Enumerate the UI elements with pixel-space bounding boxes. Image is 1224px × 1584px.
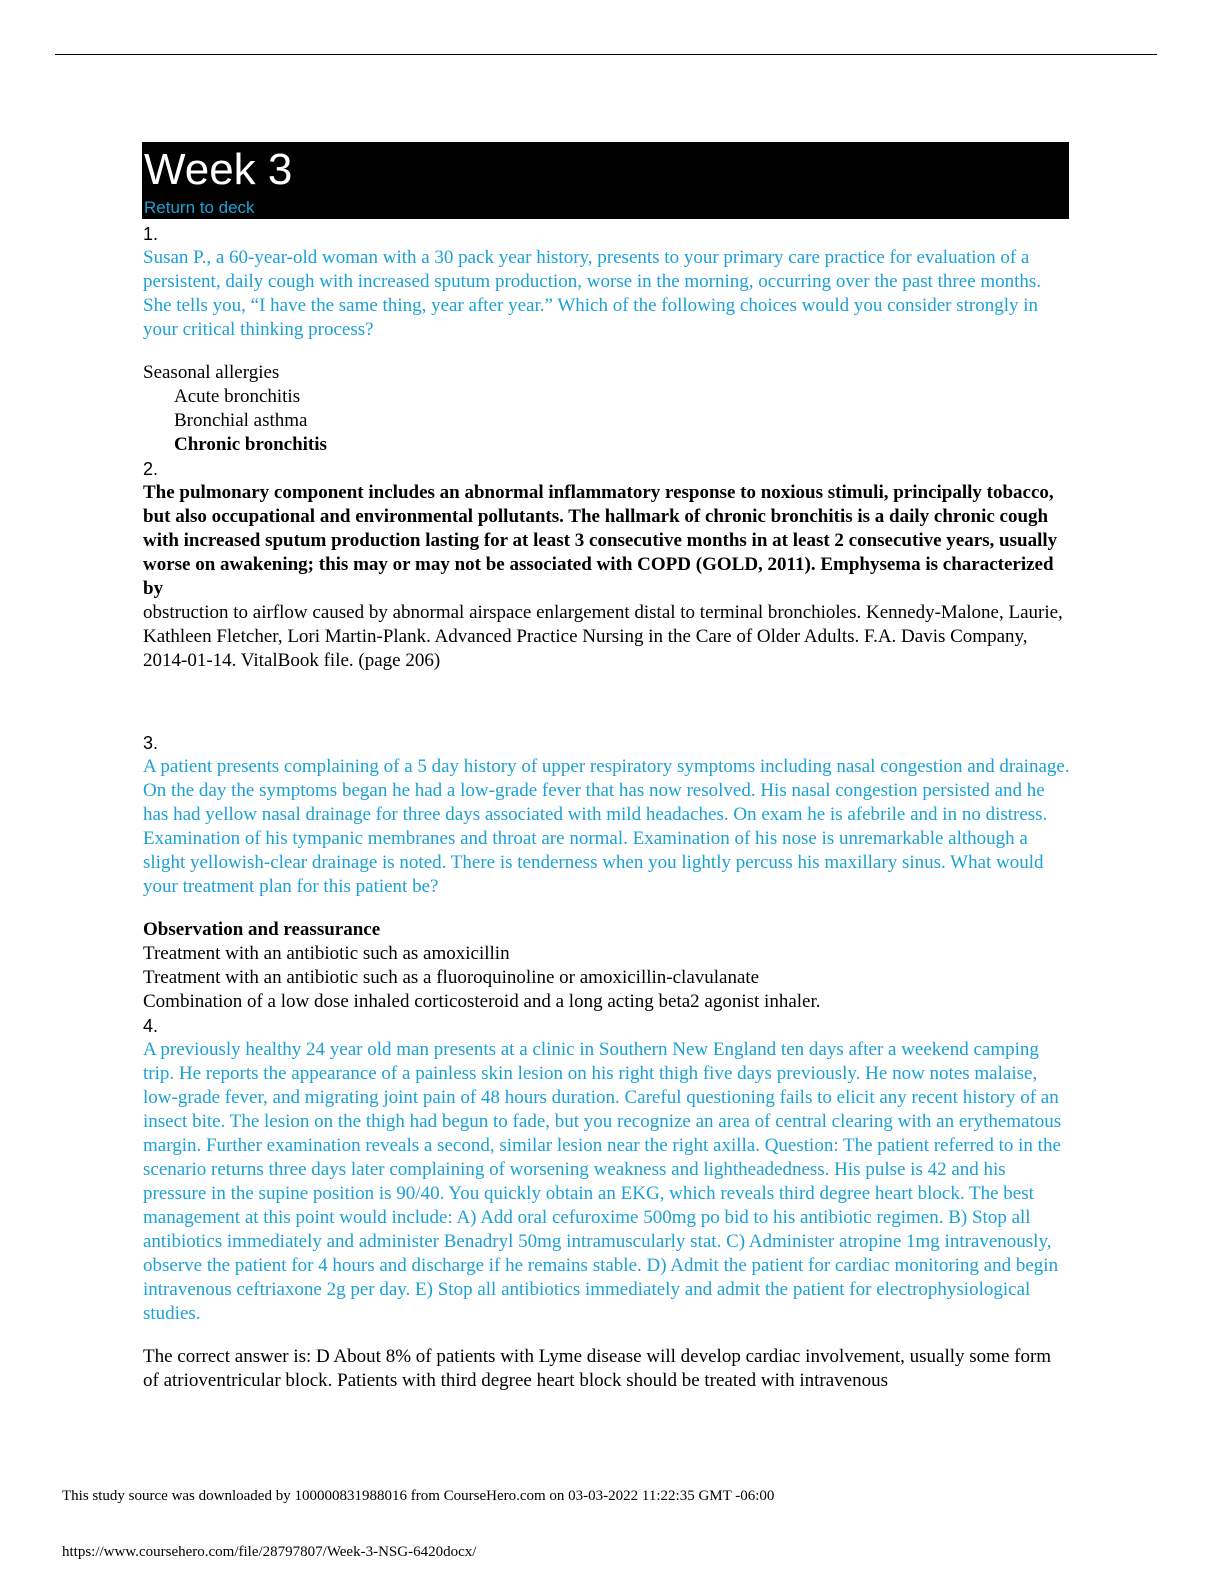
- q3-option-correct: Observation and reassurance: [143, 919, 381, 940]
- q2-bold-text: The pulmonary component includes an abnormal inflammatory response to noxious stimuli, principally tobacco, but also occupational and environmental pollutants. The hallmark of chronic bronchitis is a daily chronic cough with increased sputum production lasting for at least 3 consecutive months in at least 2 consecutive years, usually worse on awakening; this may or may not be associated with COPD (GOLD, 2011). Emphysema is characterized by: [143, 482, 1058, 599]
- header-bar: [142, 142, 1069, 219]
- q3-option: Treatment with an antibiotic such as amoxicillin: [143, 943, 510, 964]
- document-body: [143, 222, 1071, 1393]
- top-rule: [55, 54, 1157, 55]
- q4-answer: The correct answer is: D About 8% of patients with Lyme disease will develop cardiac involvement, usually some form of atrioventricular block. Patients with third degree heart block should be treated with intravenous: [143, 1346, 1052, 1391]
- q1-option: Acute bronchitis: [174, 386, 301, 407]
- footer-source-note: This study source was downloaded by 100000831988016 from CourseHero.com on 03-03-2022 11:22:35 GMT -06:00: [62, 1488, 775, 1504]
- footer-url: https://www.coursehero.com/file/28797807/Week-3-NSG-6420docx/: [62, 1544, 477, 1560]
- q3-option: Treatment with an antibiotic such as a fluoroquinoline or amoxicillin-clavulanate: [143, 967, 760, 988]
- return-to-deck-link[interactable]: Return to deck: [144, 198, 255, 217]
- q2-plain-text: obstruction to airflow caused by abnormal airspace enlargement distal to terminal bronchioles. Kennedy-Malone, Laurie, Kathleen Fletcher, Lori Martin-Plank. Advanced Practice Nursing in the Care of Older Adults. F.A. Davis Company, 2014-01-14. VitalBook file. (page 206): [143, 602, 1063, 671]
- q1-option: Bronchial asthma: [174, 410, 308, 431]
- q2-number: 2.: [143, 459, 159, 479]
- q3-option: Combination of a low dose inhaled corticosteroid and a long acting beta2 agonist inhaler.: [143, 991, 821, 1012]
- q1-option-correct: Chronic bronchitis: [174, 434, 327, 455]
- q3-question: A patient presents complaining of a 5 day history of upper respiratory symptoms including nasal congestion and drainage. On the day the symptoms began he had a low-grade fever that has now resolved. His nasal congestion persisted and he has had yellow nasal drainage for three days associated with mild headaches. On exam he is afebrile and in no distress. Examination of his tympanic membranes and throat are normal. Examination of his nose is unremarkable although a slight yellowish-clear drainage is noted. There is tenderness when you lightly percuss his maxillary sinus. What would your treatment plan for this patient be?: [143, 756, 1070, 897]
- q4-number: 4.: [143, 1016, 159, 1036]
- q4-question: A previously healthy 24 year old man presents at a clinic in Southern New England ten days after a weekend camping trip. He reports the appearance of a painless skin lesion on his right thigh five days previously. He now notes malaise, low-grade fever, and migrating joint pain of 48 hours duration. Careful questioning fails to elicit any recent history of an insect bite. The lesion on the thigh had begun to fade, but you recognize an area of central clearing with an erythematous margin. Further examination reveals a second, similar lesion near the right axilla. Question: The patient referred to in the scenario returns three days later complaining of worsening weakness and lightheadedness. His pulse is 42 and his pressure in the supine position is 90/40. You quickly obtain an EKG, which reveals third degree heart block. The best management at this point would include: A) Add oral cefuroxime 500mg po bid to his antibiotic regimen. B) Stop all antibiotics immediately and administer Benadryl 50mg intramuscularly stat. C) Administer atropine 1mg intravenously, observe the patient for 4 hours and discharge if he remains stable. D) Admit the patient for cardiac monitoring and begin intravenous ceftriaxone 2g per day. E) Stop all antibiotics immediately and admit the patient for electrophysiological studies.: [143, 1039, 1062, 1324]
- q1-question: Susan P., a 60-year-old woman with a 30 pack year history, presents to your primary care practice for evaluation of a persistent, daily cough with increased sputum production, worse in the morning, occurring over the past three months. She tells you, “I have the same thing, year after year.” Which of the following choices would you consider strongly in your critical thinking process?: [143, 247, 1042, 340]
- q1-option: Seasonal allergies: [143, 362, 280, 383]
- q3-number: 3.: [143, 733, 159, 753]
- q1-number: 1.: [143, 224, 159, 244]
- page-title: Week 3: [144, 145, 293, 194]
